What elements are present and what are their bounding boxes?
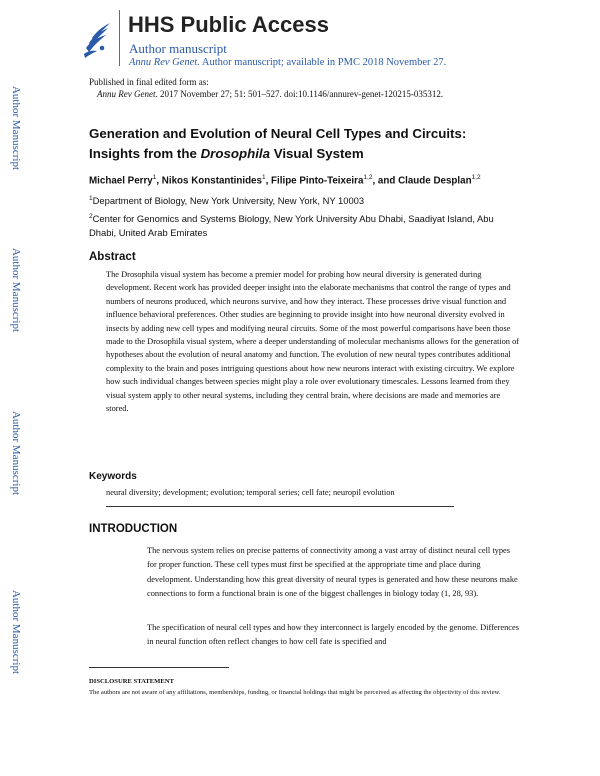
keywords-text: neural diversity; development; evolution; temporal series; cell fate; neuropil evolution (106, 488, 395, 497)
citation (97, 89, 443, 99)
abstract-heading: Abstract (89, 251, 136, 263)
hhs-title: HHS Public Access (128, 12, 329, 37)
author-name: Michael Perry (89, 175, 153, 187)
paper-title-line2: Insights from the Drosophila Visual System (89, 146, 364, 161)
keywords-heading: Keywords (89, 471, 137, 482)
journal-name: Annu Rev Genet. (129, 57, 200, 68)
availability-text: Author manuscript; available in PMC 2018 November 27. (199, 57, 447, 68)
author-name: Nikos Konstantinides (161, 175, 262, 187)
side-label: Author Manuscript (10, 589, 22, 675)
author-name: Filipe Pinto-Teixeira (271, 175, 364, 187)
author-manuscript-label: Author manuscript (129, 41, 227, 56)
hhs-eagle-logo-icon (80, 18, 114, 60)
author-affiliation-sup: 1 (261, 174, 266, 181)
citation-details: 2017 November 27; 51: 501–527. doi:10.1146/annurev-genet-120215-035312. (157, 89, 444, 99)
keywords-divider (106, 506, 454, 507)
side-label: Author Manuscript (10, 85, 22, 171)
author-affiliation-sup: 1 (152, 174, 157, 181)
disclosure-heading: DISCLOSURE STATEMENT (89, 678, 174, 685)
disclosure-text: The authors are not aware of any affiliations, memberships, funding, or financial holdings that might be perceived as affecting the objectivity of this review. (89, 689, 501, 696)
affiliation-2: $^2$Center for Genomics and Systems Biology, New York University Abu Dhabi, Saadiyat Island, Abu Dhabi, United Arab Emirates (89, 213, 494, 239)
title-italic-drosophila: Drosophila (200, 146, 271, 161)
author-affiliation-sup: 1,2 (363, 174, 373, 181)
introduction-heading: INTRODUCTION (89, 523, 178, 535)
availability-line (129, 57, 446, 68)
affiliation-1: $^1$Department of Biology, New York University, New York, NY 10003 (89, 195, 365, 207)
abstract-text: The Drosophila visual system has become a premier model for probing how neural diversity is generated during development. Recent work has provided deeper insight into the elaborate mechanisms that control the range of types and numbers of neurons produced, which neurons survive, and how they interact. These processes drive visual function and influence behavioral preferences. Other studies are beginning to provide insight into how neuronal diversity evolved in insects by adding new cell types and modifying neural circuits. Some of the most powerful comparisons have been those made to the Drosophila visual system, where a deeper understanding of molecular mechanisms allows for the generation of hypotheses about the evolution of neural anatomy and function. The evolution of new neural types contributes additional complexity to the brain and poses intriguing questions about how new neurons interact with existing circuitry. We explore how such individual changes between species might play a role over evolutionary timescales. Lessons learned from they visual system apply to other neural systems, including they central brain, where decisions are made and memories are stored. (106, 270, 520, 414)
author-name: Claude Desplan (398, 175, 472, 187)
footnote-divider (89, 667, 229, 668)
published-note: Published in final edited form as: (89, 77, 209, 87)
intro-paragraph-1: The nervous system relies on precise patterns of connectivity among a vast array of distinct neural cell types for proper function. These cell types must first be specified at the appropriate time and place during development. Understanding how this great diversity of neural types is generated and how these neurons make connections to form a functional brain is one of the biggest challenges in biology today (1, 28, 93). (147, 546, 518, 598)
paper-title-line1: Generation and Evolution of Neural Cell Types and Circuits: (89, 126, 467, 141)
header-divider (119, 10, 120, 66)
author-affiliation-sup: 1,2 (471, 174, 481, 181)
side-label: Author Manuscript (10, 410, 22, 496)
citation-journal: Annu Rev Genet. (97, 89, 158, 99)
side-label: Author Manuscript (10, 247, 22, 333)
intro-paragraph-2: The specification of neural cell types and how they interconnect is largely encoded by the genome. Differences in neural function often reflect changes to how cell fate is specified and (147, 623, 520, 647)
author-list: Michael Perry$^1$, Nikos Konstantinides$^1$, Filipe Pinto-Teixeira$^{1,2}$, and Claude Desplan$^{1,2}$ (89, 174, 481, 187)
